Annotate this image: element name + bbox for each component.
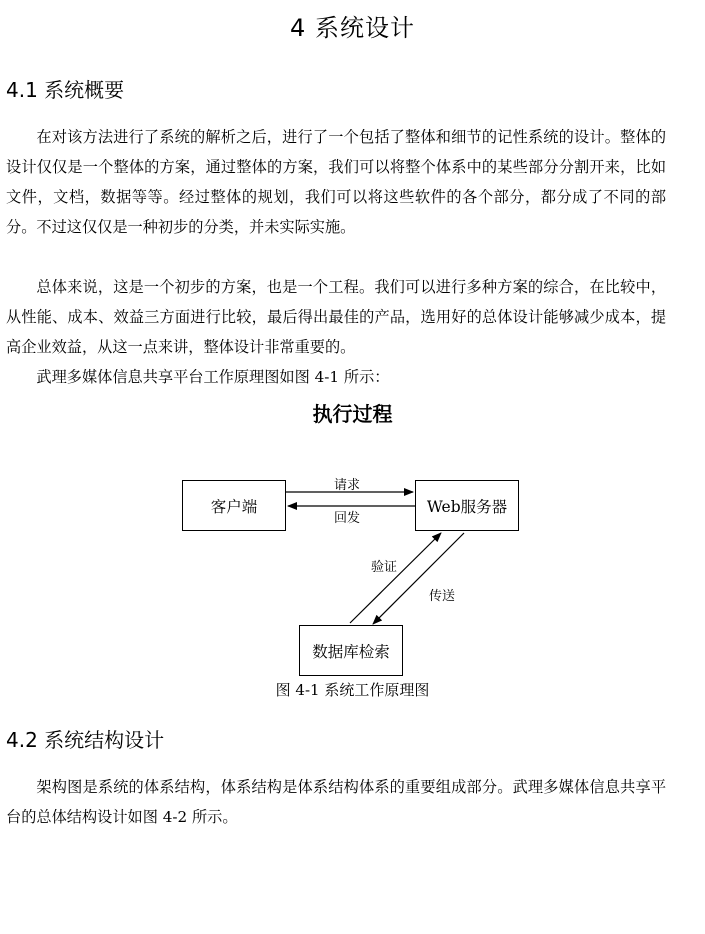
response-label: 回发 [334,511,361,526]
verify-arrow [350,533,441,623]
request-label: 请求 [334,478,361,493]
client-node: 客户端 [182,480,286,531]
web-server-node: Web服务器 [415,480,519,531]
structure-paragraph-1: 架构图是系统的体系结构，体系结构是体系结构体系的重要组成部分。武理多媒体信息共享平台的总体结构设计如图 4-2 所示。 [6,778,666,826]
database-node: 数据库检索 [299,625,403,676]
verify-label: 验证 [371,560,398,575]
overview-paragraph-3: 武理多媒体信息共享平台工作原理图如图 4-1 所示： [36,368,390,386]
transmit-arrow [373,533,464,624]
diagram-title: 执行过程 [312,402,393,426]
overview-paragraph-2: 总体来说，这是一个初步的方案，也是一个工程。我们可以进行多种方案的综合，在比较中，从性能、成本、效益三方面进行比较，最后得出最佳的产品，选用好的总体设计能够减少成本，提高企业效益，从这一点来讲，整体设计非常重要的。 [6,278,666,356]
section-heading-structure: 4.2 系统结构设计 [6,728,165,752]
transmit-label: 传送 [429,589,456,604]
figure-caption: 图 4-1 系统工作原理图 [275,681,430,699]
overview-paragraph-1: 在对该方法进行了系统的解析之后，进行了一个包括了整体和细节的记性系统的设计。整体的设计仅仅是一个整体的方案，通过整体的方案，我们可以将整个体系中的某些部分分割开来，比如文件，文档，数据等等。经过整体的规划，我们可以将这些软件的各个部分，都分成了不同的部分。不过这仅仅是一种初步的分类，并未实际实施。 [6,128,666,236]
chapter-title: 4 系统设计 [290,14,415,42]
section-heading-overview: 4.1 系统概要 [6,78,125,102]
